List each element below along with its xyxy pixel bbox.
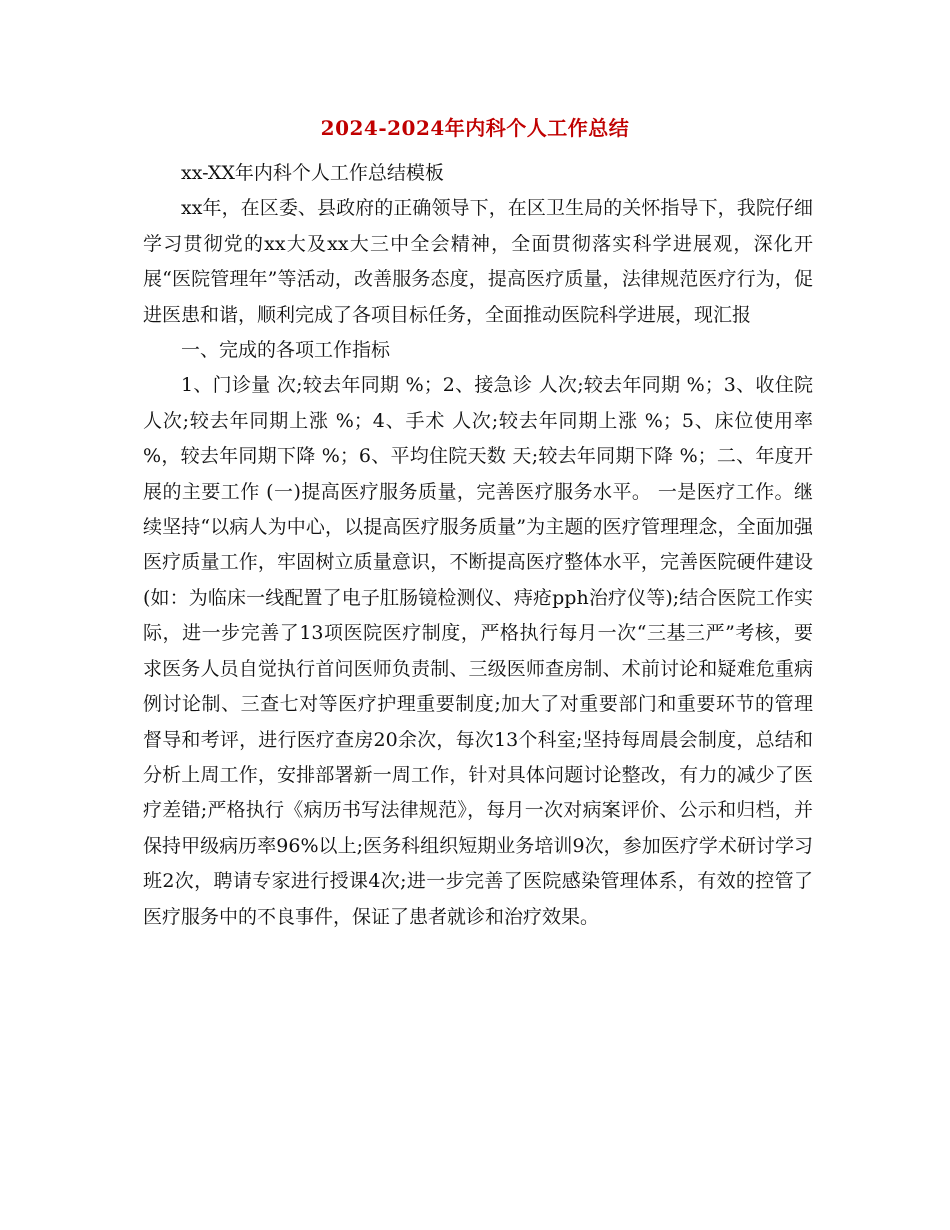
document-body bbox=[143, 156, 813, 935]
document-title: 2024-2024年内科个人工作总结 bbox=[320, 116, 630, 140]
paragraph-intro: xx年，在区委、县政府的正确领导下，在区卫生局的关怀指导下，我院仔细学习贯彻党的xx大及xx大三中全会精神，全面贯彻落实科学进展观，深化开展“医院管理年”等活动，改善服务态度，提高医疗质量，法律规范医疗行为，促进医患和谐，顺利完成了各项目标任务，全面推动医院科学进展，现汇报 bbox=[143, 197, 813, 326]
paragraph-section-heading: 一、完成的各项工作指标 bbox=[181, 339, 391, 362]
paragraph-subtitle: xx-XX年内科个人工作总结模板 bbox=[181, 162, 444, 184]
paragraph-work-indicators: 1、门诊量 次;较去年同期 %；2、接急诊 人次;较去年同期 %；3、收住院 人次;较去年同期上涨 %；4、手术 人次;较去年同期上涨 %；5、床位使用率 %，较去年同期下降 %；6、平均住院天数 天;较去年同期下降 %；二、年度开展的主要工作 (一)提高医疗服务质量，完善医疗服务水平。 一是医疗工作。继续坚持“以病人为中心，以提高医疗服务质量”为主题的医疗管理理念，全面加强医疗质量工作，牢固树立质量意识，不断提高医疗整体水平，完善医院硬件建设(如：为临床一线配置了电子肛肠镜检测仪、痔疮pph治疗仪等);结合医院工作实际，进一步完善了13项医院医疗制度，严格执行每月一次“三基三严”考核，要求医务人员自觉执行首问医师负责制、三级医师查房制、术前讨论和疑难危重病例讨论制、三查七对等医疗护理重要制度;加大了对重要部门和重要环节的管理督导和考评，进行医疗查房20余次，每次13个科室;坚持每周晨会制度，总结和分析上周工作，安排部署新一周工作，针对具体问题讨论整改，有力的减少了医疗差错;严格执行《病历书写法律规范》，每月一次对病案评价、公示和归档，并保持甲级病历率96%以上;医务科组织短期业务培训9次，参加医疗学术研讨学习班2次，聘请专家进行授课4次;进一步完善了医院感染管理体系，有效的控管了医疗服务中的不良事件，保证了患者就诊和治疗效果。 bbox=[143, 374, 813, 928]
